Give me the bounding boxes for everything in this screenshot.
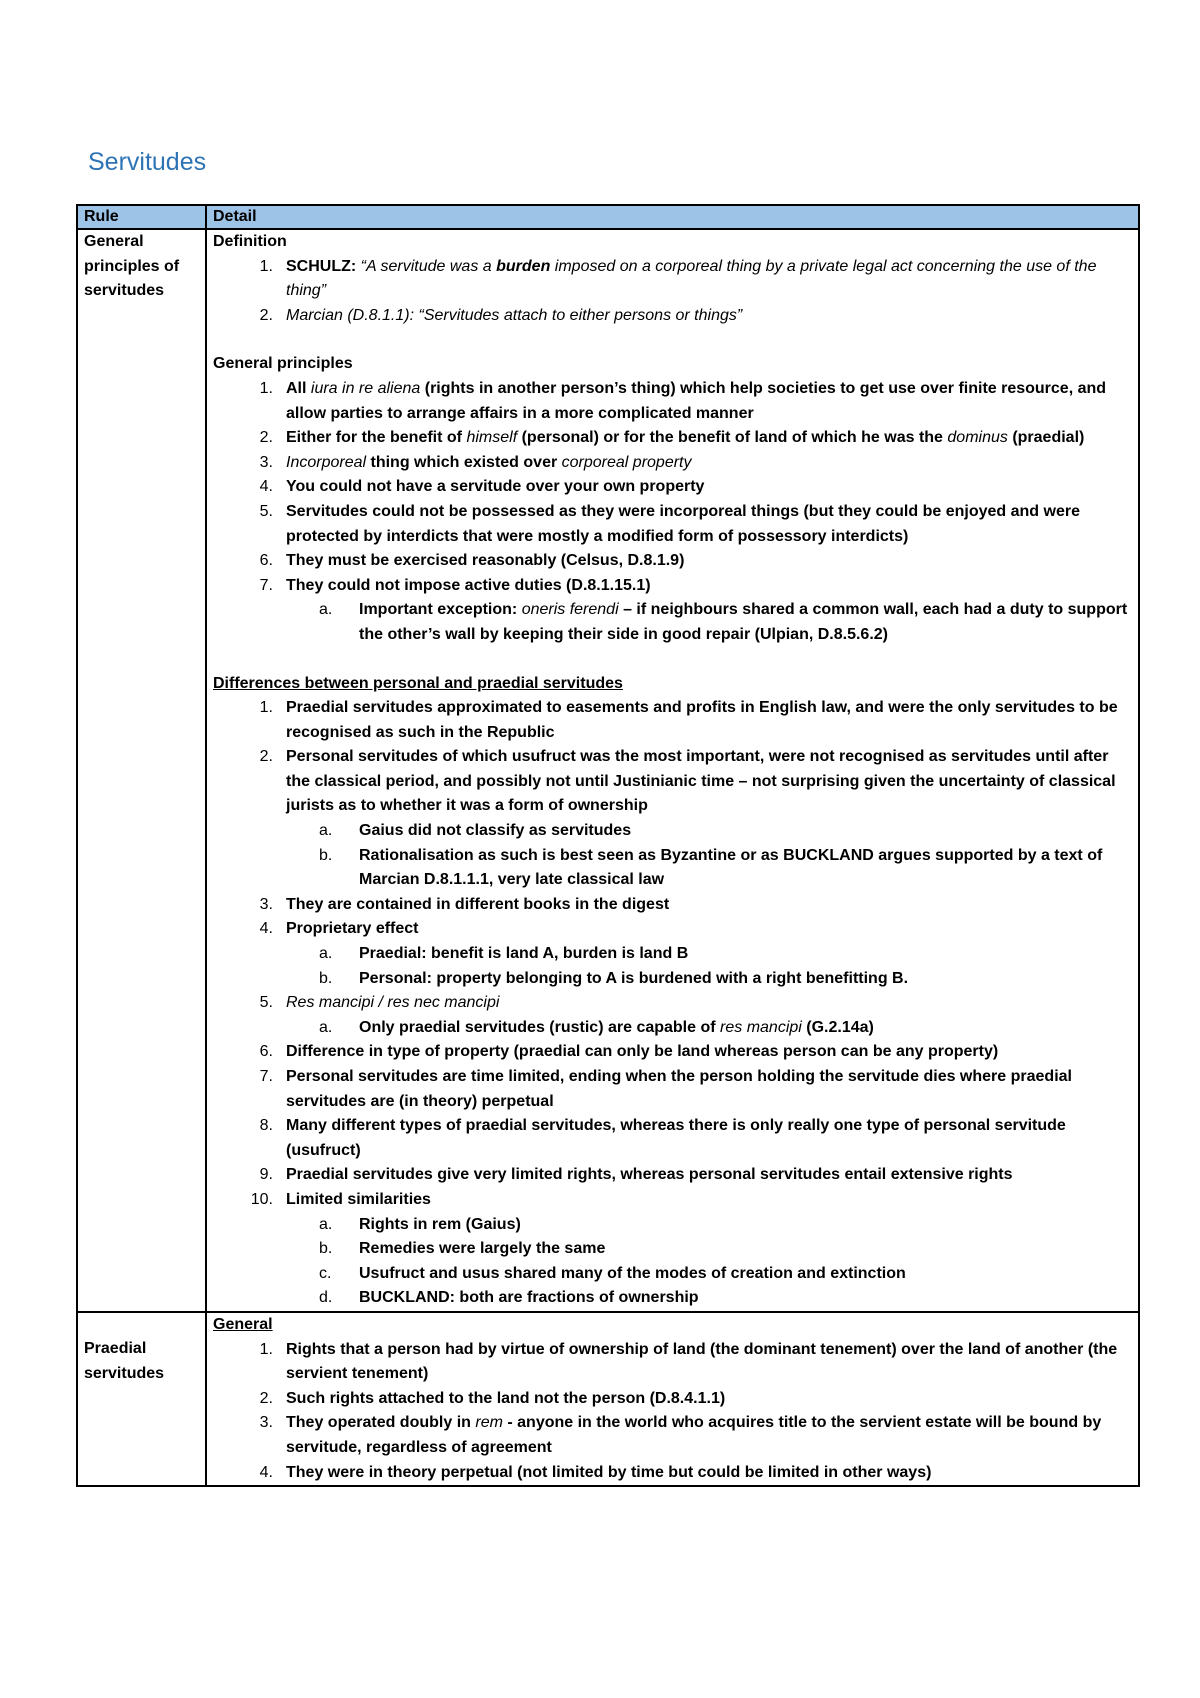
section-spacer bbox=[213, 648, 1132, 672]
list-marker: a. bbox=[319, 1018, 333, 1036]
text-run: Personal servitudes are time limited, ending when the person holding the servitude dies where praedial servitudes are (in theory) perpetual bbox=[286, 1068, 1072, 1110]
list-item bbox=[213, 917, 1132, 942]
text-run: corporeal property bbox=[561, 453, 692, 471]
text-run: Remedies were largely the same bbox=[359, 1240, 606, 1258]
list-item bbox=[213, 304, 1132, 329]
text-run: Usufruct and usus shared many of the modes of creation and extinction bbox=[359, 1264, 906, 1282]
list-marker: c. bbox=[319, 1264, 332, 1282]
section-title: Differences between personal and praedial servitudes bbox=[213, 674, 623, 692]
text-run: dominus bbox=[947, 429, 1008, 447]
list-item bbox=[213, 377, 1132, 426]
text-run: (G.2.14a) bbox=[801, 1018, 874, 1036]
text-run: Res mancipi / res nec mancipi bbox=[286, 994, 500, 1012]
list-marker: 3. bbox=[259, 1414, 273, 1432]
header-rule: Rule bbox=[77, 205, 206, 229]
list-marker: 1. bbox=[259, 379, 273, 397]
text-run: Proprietary effect bbox=[286, 920, 419, 938]
numbered-list bbox=[213, 696, 1132, 1311]
sub-list-item bbox=[213, 942, 1132, 967]
list-marker: a. bbox=[319, 1215, 333, 1233]
list-item bbox=[213, 574, 1132, 599]
text-run: Gaius did not classify as servitudes bbox=[359, 822, 632, 840]
list-marker: d. bbox=[319, 1289, 333, 1307]
detail-cell bbox=[206, 1312, 1139, 1486]
text-run: They are contained in different books in the digest bbox=[286, 895, 670, 913]
list-marker: 5. bbox=[259, 502, 273, 520]
list-item bbox=[213, 451, 1132, 476]
list-item bbox=[213, 1065, 1132, 1114]
text-run: Either for the benefit of bbox=[286, 429, 467, 447]
list-marker: 6. bbox=[259, 552, 273, 570]
list-marker: b. bbox=[319, 1240, 333, 1258]
list-marker: 1. bbox=[259, 699, 273, 717]
list-item bbox=[213, 1411, 1132, 1460]
text-run: SCHULZ: bbox=[286, 257, 361, 275]
list-marker: 2. bbox=[259, 429, 273, 447]
text-run: rem bbox=[475, 1414, 503, 1432]
text-run: – if neighbours shared a common wall, each had a duty to support the other’s wall by keeping their side in good repair (Ulpian, D.8.5.6.2) bbox=[359, 601, 1128, 643]
rule-cell: Praedial servitudes bbox=[77, 1312, 206, 1486]
text-run: Rationalisation as such is best seen as Byzantine or as BUCKLAND argues supported by a text of Marcian D.8.1.1.1, very late classical law bbox=[359, 846, 1103, 889]
numbered-list bbox=[213, 255, 1132, 329]
list-item bbox=[213, 696, 1132, 745]
text-run: Difference in type of property (praedial can only be land whereas person can be any property) bbox=[286, 1043, 999, 1061]
section-spacer bbox=[213, 328, 1132, 352]
list-item bbox=[213, 991, 1132, 1016]
sub-list-item bbox=[213, 1016, 1132, 1041]
list-marker: 3. bbox=[259, 453, 273, 471]
list-marker: 4. bbox=[259, 1463, 273, 1481]
list-marker: 8. bbox=[259, 1117, 273, 1135]
text-run: Many different types of praedial servitudes, whereas there is only really one type of personal servitude (usufruct) bbox=[286, 1117, 1066, 1159]
list-item bbox=[213, 255, 1132, 304]
text-run: “A servitude was a bbox=[360, 257, 497, 275]
text-run: Limited similarities bbox=[286, 1190, 431, 1208]
text-run: burden bbox=[496, 257, 551, 275]
text-run: Rights that a person had by virtue of ownership of land (the dominant tenement) over the land of another (the servient tenement) bbox=[286, 1340, 1118, 1383]
text-run: Praedial servitudes approximated to easements and profits in English law, and were the only servitudes to be recognised as such in the Republic bbox=[286, 699, 1118, 741]
detail-cell bbox=[206, 229, 1139, 1312]
list-marker: 4. bbox=[259, 920, 273, 938]
text-run: res mancipi bbox=[720, 1018, 802, 1036]
text-run: (rights in another person’s thing) which help societies to get use over finite resource, and allow parties to arrange affairs in a more complicated manner bbox=[286, 379, 1107, 422]
text-run: (personal) or for the benefit of land of which he was the bbox=[517, 429, 948, 447]
list-marker: 2. bbox=[259, 1389, 273, 1407]
list-marker: a. bbox=[319, 945, 333, 963]
text-run: Servitudes could not be possessed as they were incorporeal things (but they could be enjoyed and were protected by interdicts that were mostly a modified form of possessory interdicts) bbox=[286, 502, 1080, 545]
text-run: Rights in rem (Gaius) bbox=[359, 1215, 521, 1233]
table-header-row bbox=[77, 205, 1139, 229]
sub-list-item bbox=[213, 1286, 1132, 1311]
rule-cell: General principles of servitudes bbox=[77, 229, 206, 1312]
list-marker: 2. bbox=[259, 748, 273, 766]
list-item bbox=[213, 893, 1132, 918]
text-run: Only praedial servitudes (rustic) are capable of bbox=[359, 1018, 721, 1036]
list-marker: a. bbox=[319, 822, 333, 840]
list-marker: 7. bbox=[259, 1068, 273, 1085]
text-run: Praedial: benefit is land A, burden is land B bbox=[359, 945, 689, 963]
list-marker: 3. bbox=[259, 895, 273, 913]
text-run: Incorporeal bbox=[286, 453, 367, 471]
text-run: Important exception: bbox=[359, 601, 522, 619]
text-run: They could not impose active duties (D.8.1.15.1) bbox=[286, 576, 651, 594]
list-marker: 9. bbox=[259, 1166, 273, 1184]
text-run: iura in re aliena bbox=[310, 379, 421, 397]
list-item bbox=[213, 500, 1132, 549]
table-row bbox=[77, 1312, 1139, 1486]
section-title: Definition bbox=[213, 233, 287, 250]
page-title: Servitudes bbox=[88, 148, 207, 176]
section-title: General bbox=[213, 1315, 273, 1333]
text-run: You could not have a servitude over your own property bbox=[286, 478, 705, 496]
header-detail: Detail bbox=[206, 205, 1139, 229]
text-run: BUCKLAND: both are fractions of ownership bbox=[359, 1289, 699, 1307]
sub-list-item bbox=[213, 1262, 1132, 1287]
text-run: Praedial servitudes give very limited rights, whereas personal servitudes entail extensive rights bbox=[286, 1166, 1013, 1184]
text-run: Personal: property belonging to A is burdened with a right benefitting B. bbox=[359, 969, 909, 987]
text-run: They operated doubly in bbox=[286, 1414, 476, 1432]
text-run: (praedial) bbox=[1007, 429, 1085, 447]
list-item bbox=[213, 475, 1132, 500]
list-marker: a. bbox=[319, 601, 333, 619]
sub-list-item bbox=[213, 819, 1132, 844]
list-item bbox=[213, 1114, 1132, 1163]
text-run: They must be exercised reasonably (Celsus, D.8.1.9) bbox=[286, 552, 685, 570]
list-marker: b. bbox=[319, 846, 333, 864]
text-run: Such rights attached to the land not the person (D.8.4.1.1) bbox=[286, 1389, 726, 1407]
list-marker: 4. bbox=[259, 478, 273, 496]
text-run: Marcian (D.8.1.1): “Servitudes attach to either persons or things” bbox=[286, 306, 743, 324]
list-item bbox=[213, 549, 1132, 574]
table-body bbox=[77, 229, 1139, 1486]
text-run: oneris ferendi bbox=[521, 601, 619, 619]
section-title: General principles bbox=[213, 355, 353, 373]
list-item bbox=[213, 1461, 1132, 1486]
text-run: Personal servitudes of which usufruct was the most important, were not recognised as servitudes until after the classical period, and possibly not until Justinianic time – not surprising given the uncertainty of classical jurists as to whether it was a form of ownership bbox=[286, 748, 1116, 815]
list-item bbox=[213, 1040, 1132, 1065]
sub-list-item bbox=[213, 967, 1132, 992]
list-item bbox=[213, 426, 1132, 451]
text-run: thing which existed over bbox=[366, 453, 562, 471]
list-marker: 1. bbox=[259, 257, 273, 275]
list-marker: 7. bbox=[259, 576, 273, 594]
sub-list-item bbox=[213, 598, 1132, 647]
list-marker: 10. bbox=[250, 1190, 273, 1208]
list-item bbox=[213, 1387, 1132, 1412]
sub-list-item bbox=[213, 1213, 1132, 1238]
text-run: They were in theory perpetual (not limited by time but could be limited in other ways) bbox=[286, 1463, 932, 1481]
list-marker: b. bbox=[319, 969, 333, 987]
list-item bbox=[213, 1188, 1132, 1213]
sub-list-item bbox=[213, 844, 1132, 893]
numbered-list bbox=[213, 1338, 1132, 1486]
servitudes-table bbox=[76, 204, 1140, 1487]
list-item bbox=[213, 1338, 1132, 1387]
numbered-list bbox=[213, 377, 1132, 648]
list-marker: 6. bbox=[259, 1043, 273, 1061]
text-run: - anyone in the world who acquires title to the servient estate will be bound by servitude, regardless of agreement bbox=[286, 1414, 1102, 1456]
list-item bbox=[213, 745, 1132, 819]
text-run: himself bbox=[466, 429, 518, 447]
list-marker: 2. bbox=[259, 306, 273, 324]
table-row bbox=[77, 229, 1139, 1312]
list-marker: 1. bbox=[259, 1340, 273, 1358]
list-marker: 5. bbox=[259, 994, 273, 1012]
text-run: All bbox=[286, 379, 311, 397]
sub-list-item bbox=[213, 1237, 1132, 1262]
text-run: imposed on a corporeal thing by a private legal act concerning the use of the thing” bbox=[286, 257, 1097, 300]
list-item bbox=[213, 1163, 1132, 1188]
